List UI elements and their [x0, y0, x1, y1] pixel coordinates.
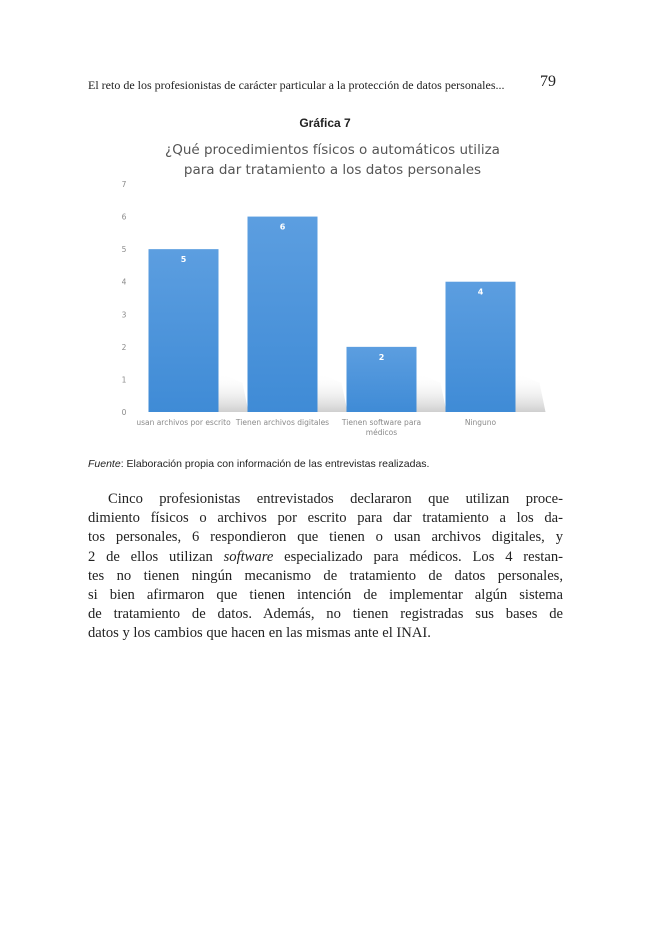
y-tick-label: 0 [121, 408, 127, 417]
body-line: dimiento físicos o archivos por escrito para dar tratamiento a los da- [88, 510, 563, 527]
y-tick-label: 6 [121, 212, 127, 222]
y-tick-label: 7 [121, 180, 127, 189]
bar-shadow [516, 373, 546, 412]
chart-title-line-1: ¿Qué procedimientos físicos o automáticos utiliza [165, 142, 500, 158]
running-head: El reto de los profesionistas de carácter particular a la protección de datos personales... [88, 78, 505, 92]
data-label: 4 [477, 287, 484, 297]
bar-shadow [318, 373, 348, 412]
y-tick-label: 1 [121, 375, 127, 385]
body-line: si bien afirmaron que tienen intención de implementar algún sistema [88, 587, 563, 604]
source-note [88, 458, 568, 470]
x-tick-label: Ninguno [464, 418, 497, 427]
body-line: 2 de ellos utilizan software especializado para médicos. Los 4 restan- [88, 548, 563, 565]
data-label: 5 [180, 255, 187, 265]
page-number: 79 [540, 73, 556, 90]
bar [149, 249, 219, 412]
chart-title-line-2: para dar tratamiento a los datos personales [183, 162, 482, 178]
source-note-text: : Elaboración propia con información de las entrevistas realizadas. [120, 458, 430, 470]
bar-shadow [219, 373, 249, 412]
body-line: tes no tienen ningún mecanismo de tratamiento de datos personales, [88, 567, 563, 584]
bar-shadow [417, 373, 447, 412]
y-tick-label: 3 [121, 310, 127, 320]
y-tick-label: 5 [121, 245, 127, 255]
body-paragraph [88, 490, 563, 644]
bar [446, 282, 516, 412]
body-line: datos y los cambios que hacen en las mismas ante el INAI. [88, 625, 431, 642]
y-tick-label: 4 [121, 277, 127, 287]
bar [248, 217, 318, 412]
x-tick-label: Tienen software para [341, 418, 422, 427]
y-tick-label: 2 [121, 342, 127, 352]
source-note-label: Fuente [88, 458, 121, 470]
data-label: 6 [279, 222, 286, 232]
figure-label: Gráfica 7 [299, 116, 351, 130]
x-tick-label: médicos [365, 428, 398, 437]
body-line: Cinco profesionistas entrevistados declararon que utilizan proce- [108, 491, 563, 507]
body-line: de tratamiento de datos. Además, no tienen registradas sus bases de [88, 606, 563, 623]
data-label: 2 [378, 352, 385, 362]
x-tick-label: usan archivos por escrito [136, 418, 231, 427]
x-tick-label: Tienen archivos digitales [235, 418, 330, 427]
body-line: tos personales, 6 respondieron que tienen o usan archivos digitales, y [88, 529, 563, 546]
emphasis: software [223, 548, 274, 565]
